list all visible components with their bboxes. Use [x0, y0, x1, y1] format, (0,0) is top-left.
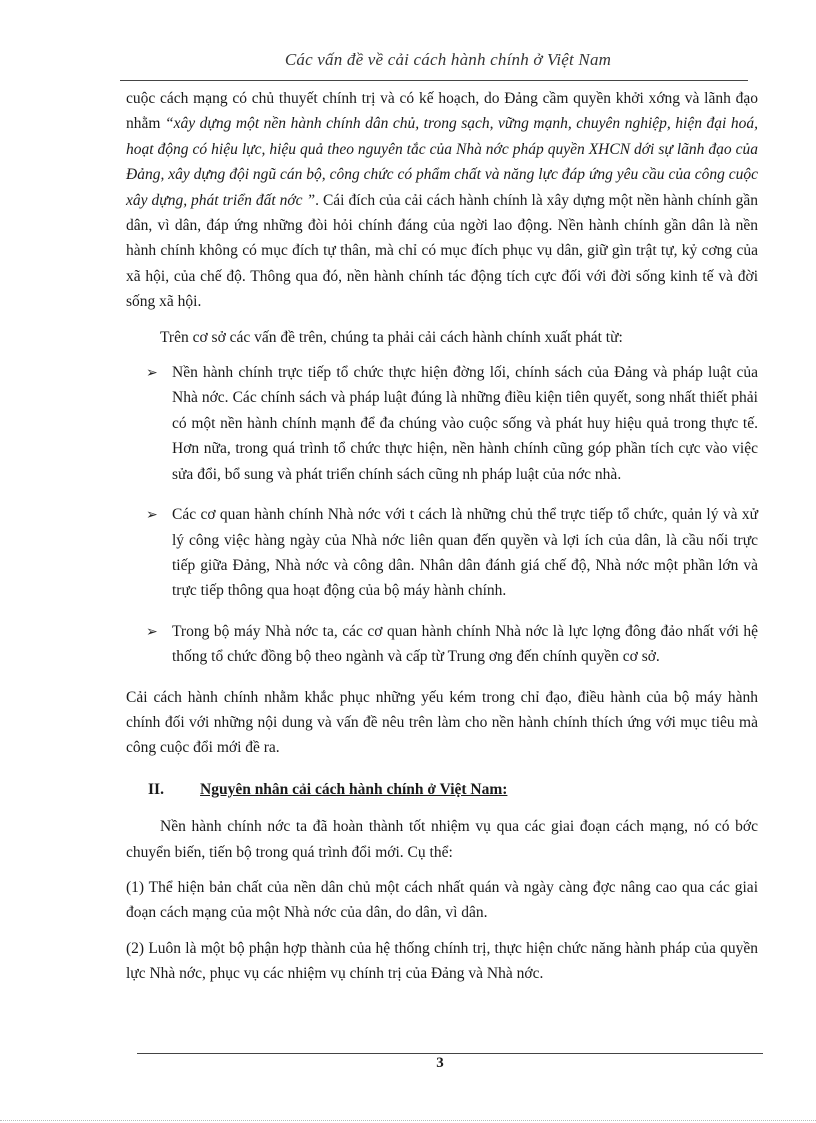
- spacer: [126, 865, 758, 875]
- list-item-text: Trong bộ máy Nhà nớc ta, các cơ quan hành chính Nhà nớc là lực lợng đông đảo nhất với hệ thống tổ chức đồng bộ theo ngành và cấp từ Trung ơng đến chính quyền cơ sở.: [172, 622, 758, 666]
- paragraph-point-1: (1) Thể hiện bản chất của nền dân chủ một cách nhất quán và ngày càng đợc nâng cao qua các giai đoạn cách mạng của một Nhà nớc của dân, do dân, vì dân.: [126, 878, 758, 922]
- list-item: [126, 619, 758, 670]
- arrow-bullet-icon: ➢: [146, 624, 158, 640]
- list-item-text: Các cơ quan hành chính Nhà nớc với t cách là những chủ thể trực tiếp tổ chức, quản lý và xử lý công việc hàng ngày của Nhà nớc liên quan đến quyền và lợi ích của dân, là cầu nối trực tiếp giữa Đảng, Nhà nớc và công dân. Nhân dân đánh giá chế độ, Nhà nớc một phần lớn và trực tiếp thông qua hoạt động của bộ máy hành chính.: [172, 506, 758, 600]
- spacer: [126, 315, 758, 325]
- paragraph-conclusion: Cải cách hành chính nhằm khắc phục những yếu kém trong chỉ đạo, điều hành của bộ máy hành chính đối với những nội dung và vấn đề nêu trên làm cho nền hành chính thích ứng với mục tiêu mà công cuộc đổi mới đề ra.: [126, 688, 758, 757]
- paragraph-lead-in: Trên cơ sở các vấn đề trên, chúng ta phải cải cách hành chính xuất phát từ:: [160, 328, 623, 346]
- running-header: Các vấn đề về cải cách hành chính ở Việt Nam: [284, 50, 612, 69]
- header-rule: [120, 80, 748, 81]
- paragraph-section-intro: Nền hành chính nớc ta đã hoàn thành tốt nhiệm vụ qua các giai đoạn cách mạng, nó có bớc chuyển biến, tiến bộ trong quá trình đổi mới. Cụ thể:: [126, 818, 758, 861]
- section-heading: [126, 777, 758, 802]
- list-item: [126, 502, 758, 604]
- page-number: 3: [436, 1055, 444, 1071]
- list-item-text: Nền hành chính trực tiếp tổ chức thực hiện đờng lối, chính sách của Đảng và pháp luật của Nhà nớc. Các chính sách và pháp luật đúng là những điều kiện tiên quyết, song nhất thiết phải có một nền hành chính mạnh để đa chúng vào cuộc sống và phát huy hiệu quả trong thực tế. Hơn nữa, trong quá trình tổ chức thực hiện, nền hành chính cũng góp phần tích cực vào việc sửa đổi, bổ sung và phát triển chính sách cũng nh pháp luật của nớc nhà.: [172, 364, 758, 483]
- document-body: [126, 86, 758, 987]
- arrow-bullet-icon: ➢: [146, 366, 158, 382]
- spacer: [126, 350, 758, 360]
- footer-rule: [137, 1053, 763, 1054]
- paragraph-intro-tail: . Cái đích của cải cách hành chính là xây dựng một nền hành chính gần dân, vì dân, đáp ứng những đòi hỏi chính đáng của ngời lao động. Nền hành chính gần dân là nền hành chính không có mục đích tự thân, mà chỉ có mục đích phục vụ dân, giữ gìn trật tự, kỷ cơng của xã hội, của chế độ. Thông qua đó, nền hành chính tác động tích cực đối với đời sống kinh tế và đời sống xã hội.: [126, 191, 758, 311]
- page-edge-divider: [0, 1120, 816, 1121]
- spacer: [126, 926, 758, 936]
- arrow-bullet-icon: ➢: [146, 508, 158, 524]
- list-item: [126, 360, 758, 487]
- paragraph-intro-lead: cuộc cách mạng có chủ thuyết chính trị và có kế hoạch, do Đảng cầm quyền khởi xớng và lãnh đạo nhằm: [126, 90, 758, 133]
- paragraph-point-2: (2) Luôn là một bộ phận hợp thành của hệ thống chính trị, thực hiện chức năng hành pháp của quyền lực Nhà nớc, phục vụ các nhiệm vụ chính trị của Đảng và Nhà nớc.: [126, 939, 758, 983]
- bullet-list: [126, 360, 758, 669]
- section-number: II.: [148, 780, 164, 798]
- quote-italic: “xây dựng một nền hành chính dân chủ, trong sạch, vững mạnh, chuyên nghiệp, hiện đại hoá, hoạt động có hiệu lực, hiệu quả theo nguyên tắc của Nhà nớc pháp quyền XHCN dới sự lãnh đạo của Đảng, xây dựng đội ngũ cán bộ, công chức có phẩm chất và năng lực đáp ứng yêu cầu của công cuộc xây dựng, phát triển đất nớc ”: [126, 115, 758, 209]
- section-title: Nguyên nhân cải cách hành chính ở Việt Nam:: [200, 780, 508, 798]
- paragraph-intro: [126, 86, 758, 315]
